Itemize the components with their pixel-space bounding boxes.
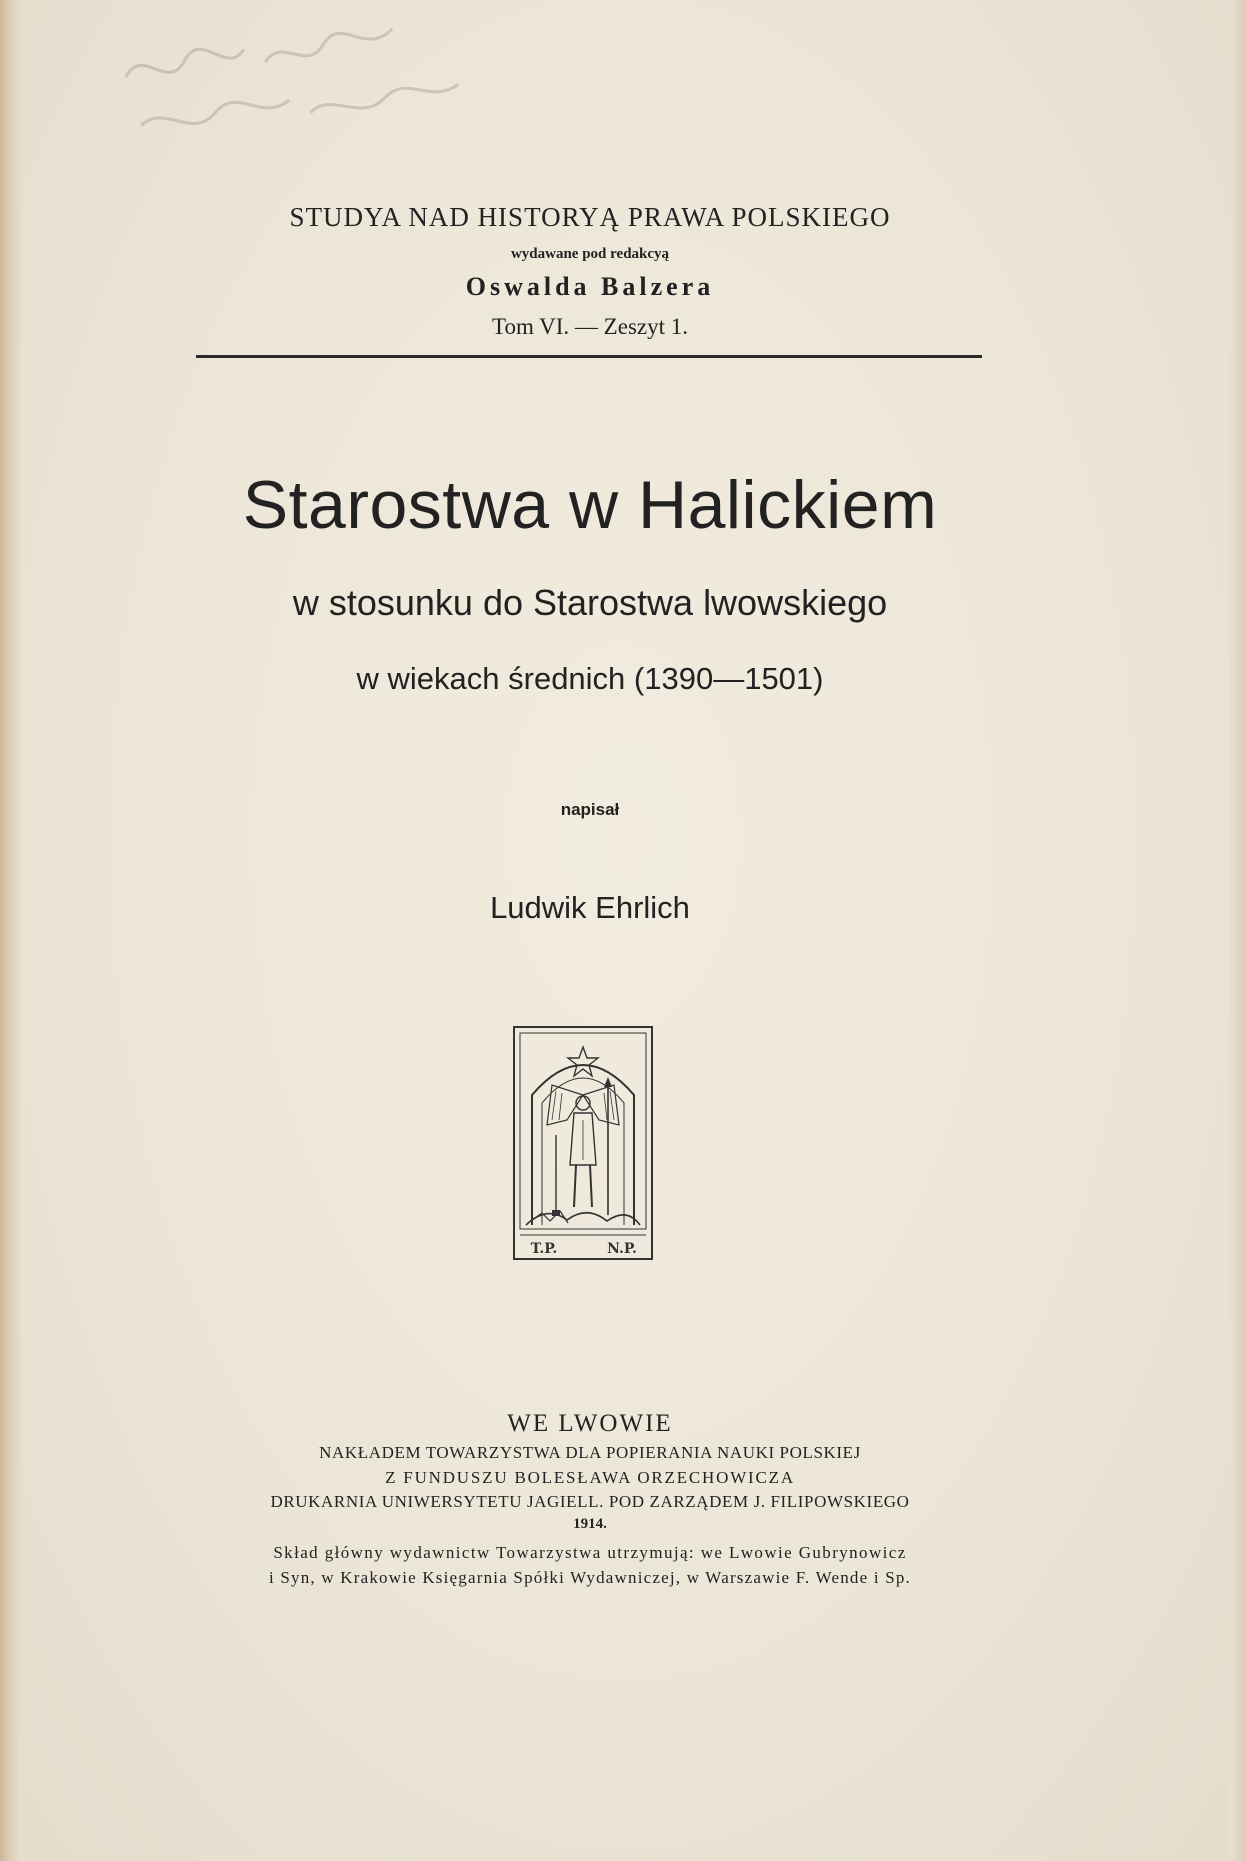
book-subtitle-2: w wiekach średnich (1390—1501) [356,661,824,696]
editor-name: Oswalda Balzera [465,272,715,301]
imprint-line-2: Z FUNDUSZU BOLESŁAWA ORZECHOWICZA [385,1468,795,1487]
book-title: Starostwa w Halickiem [242,467,938,543]
author-name: Ludwik Ehrlich [490,890,690,925]
publisher-device-icon [512,1025,654,1261]
edited-by-line: wydawane pod redakcyą [510,246,670,262]
header-rule [196,355,982,358]
page-right-edge [1229,0,1245,1861]
monogram-right: N.P. [607,1241,637,1257]
imprint-line-3: DRUKARNIA UNIWERSYTETU JAGIELL. POD ZARZĄDEM J. FILIPOWSKIEGO [270,1492,910,1511]
sales-note-1: Skład główny wydawnictw Towarzystwa utrzymują: we Lwowie Gubrynowicz [273,1543,907,1562]
monogram-left: T.P. [530,1241,558,1257]
series-title: STUDYA NAD HISTORYĄ PRAWA POLSKIEGO [289,202,891,232]
pencil-marginalia [112,0,505,177]
wrote-label: napisał [560,800,620,819]
volume-issue: Tom VI. — Zeszyt 1. [492,314,688,339]
imprint-city: WE LWOWIE [507,1410,673,1437]
sales-note-2: i Syn, w Krakowie Księgarnia Spółki Wydawniczej, w Warszawie F. Wende i Sp. [269,1568,911,1587]
book-subtitle-1: w stosunku do Starostwa lwowskiego [292,582,888,623]
pencil-scribble-icon [112,0,505,177]
imprint-line-1: NAKŁADEM TOWARZYSTWA DLA POPIERANIA NAUKI POLSKIEJ [319,1443,861,1462]
publication-year: 1914. [573,1516,607,1532]
